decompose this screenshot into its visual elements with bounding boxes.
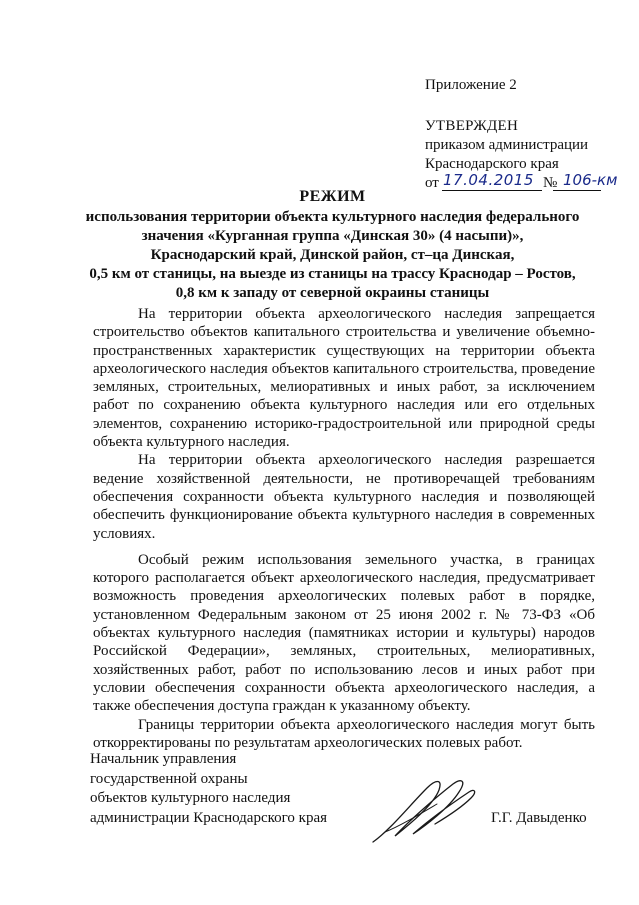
approval-heading: УТВЕРЖДЕН	[425, 118, 519, 134]
annex-label: Приложение 2	[425, 77, 517, 93]
approval-block	[425, 117, 618, 193]
approval-line-1: приказом администрации	[425, 137, 589, 153]
document-body	[93, 305, 595, 752]
paragraph-2: На территории объекта археологического наследия разрешается ведение хозяйственной деятельности, не противоречащей требованиям обеспечения сохранности объекта культурного наследия и позволяющей обеспечить функционирование объекта культурного наследия в современных условиях.	[93, 452, 595, 542]
title-line-4: 0,5 км от станицы, на выезде из станицы на трассу Краснодар – Ростов,	[89, 266, 576, 282]
date-prefix: от	[425, 175, 439, 191]
paragraph-1: На территории объекта археологического наследия запрещается строительство объектов капитального строительства и увеличение объемно-пространственных характеристик существующих на территории объекта археологического наследия объектов капитального строительства, проведение земляных, строительных, мелиоративных и иных работ, за исключением работ по сохранению объекта культурного наследия или его отдельных элементов, сохранению историко-градостроительной или природной среды объекта культурного наследия.	[93, 306, 595, 451]
paragraph-4: Границы территории объекта археологического наследия могут быть откорректированы по результатам археологических полевых работ.	[93, 716, 595, 751]
handwritten-number: 106-км	[563, 171, 618, 189]
title-main: РЕЖИМ	[299, 188, 366, 205]
title-line-3: Краснодарский край, Динской район, ст–ца Динская,	[150, 247, 515, 263]
signatory-line-4: администрации Краснодарского края	[90, 809, 328, 826]
signatory-name: Г.Г. Давыденко	[491, 810, 587, 826]
signatory-line-1: Начальник управления	[90, 751, 237, 767]
signatory-line-3: объектов культурного наследия	[90, 790, 291, 806]
handwritten-signature	[365, 770, 480, 850]
approval-line-2: Краснодарского края	[425, 156, 559, 172]
document-title	[80, 187, 585, 303]
handwritten-date: 17.04.2015	[443, 171, 534, 189]
title-line-1: использования территории объекта культурного наследия федерального	[85, 209, 580, 225]
paragraph-3: Особый режим использования земельного участка, в границах которого располагается объект археологического наследия, предусматривает возможность проведения археологических полевых работ в порядке, установленном Федеральным законом от 25 июня 2002 г. № 73-ФЗ «Об объектах культурного наследия (памятниках истории и культуры) народов Российской Федерации», земляных, строительных, мелиоративных, хозяйственных работ, работ по использованию лесов и иных работ при условии обеспечения сохранности объекта археологического наследия, а также обеспечения доступа граждан к указанному объекту.	[93, 551, 595, 715]
signatory-line-2: государственной охраны	[90, 770, 248, 787]
title-line-5: 0,8 км к западу от северной окраины станицы	[175, 285, 490, 301]
title-line-2: значения «Курганная группа «Динская 30» (4 насыпи)»,	[141, 228, 524, 244]
signatory-title	[90, 750, 327, 828]
number-sign: №	[543, 175, 558, 191]
